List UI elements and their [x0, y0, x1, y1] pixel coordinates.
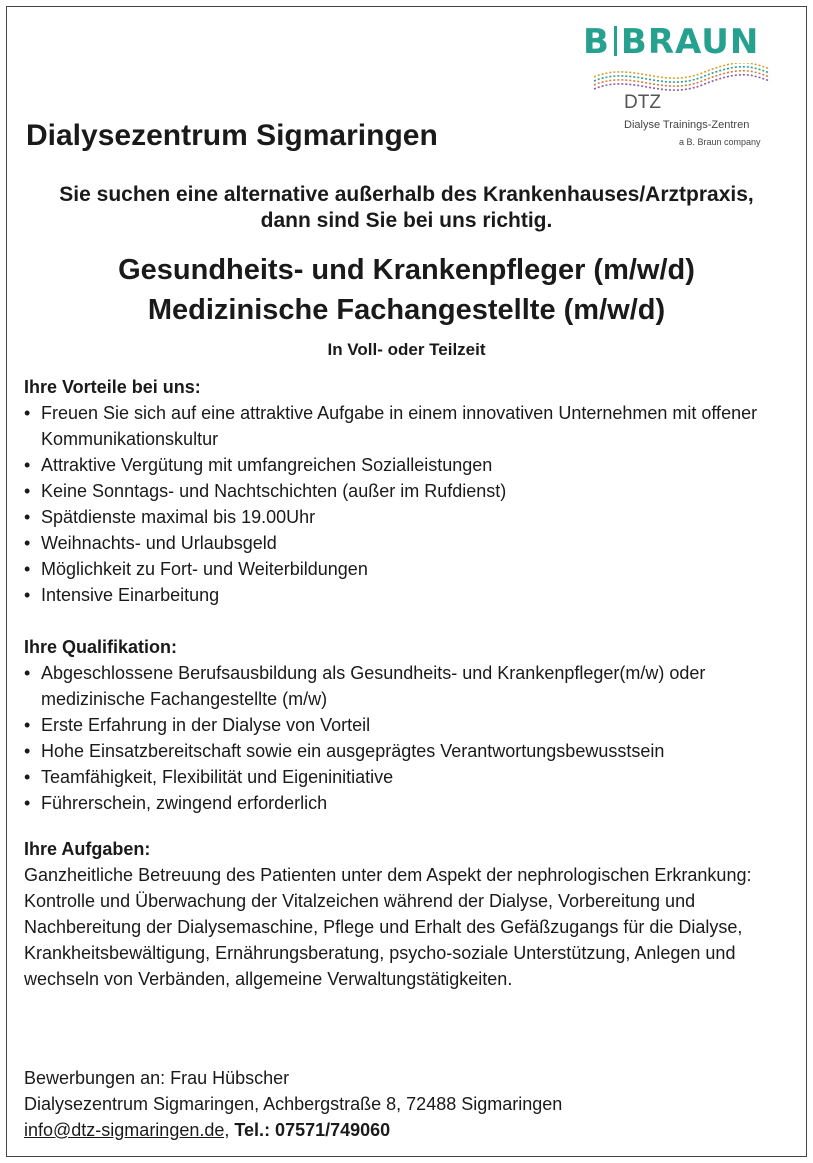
section-contact: [24, 1065, 794, 1143]
logo-dtz: DTZ: [624, 92, 661, 113]
section-qualifikation: [24, 634, 794, 816]
worktime: In Voll- oder Teilzeit: [327, 340, 486, 359]
aufgaben-paragraph-1: Ganzheitliche Betreuung des Patienten unter dem Aspekt der nephrologischen Erkrankung:: [24, 865, 752, 885]
list-item: • Freuen Sie sich auf eine attraktive Aufgabe in einem innovativen Unternehmen mit offener Kommunikationskultur: [24, 400, 794, 452]
logo-wave-icon: [592, 63, 772, 97]
intro-line-2: dann sind Sie bei uns richtig.: [260, 209, 553, 232]
contact-line: [24, 1117, 794, 1143]
list-item: • Erste Erfahrung in der Dialyse von Vorteil: [24, 712, 794, 738]
section-vorteile: [24, 374, 794, 608]
email-link[interactable]: info@dtz-sigmaringen.de,: [24, 1120, 230, 1140]
logo-subtitle: Dialyse Trainings-Zentren: [624, 119, 750, 131]
contact-address: Dialysezentrum Sigmaringen, Achbergstraße 8, 72488 Sigmaringen: [24, 1094, 563, 1114]
logo-company: a B. Braun company: [679, 137, 761, 147]
list-item: • Führerschein, zwingend erforderlich: [24, 790, 794, 816]
job-title-2: Medizinische Fachangestellte (m/w/d): [147, 294, 666, 326]
list-item: • Spätdienste maximal bis 19.00Uhr: [24, 504, 794, 530]
list-item: • Intensive Einarbeitung: [24, 582, 794, 608]
braun-logo: [583, 24, 773, 60]
list-item: • Attraktive Vergütung mit umfangreichen Sozialleistungen: [24, 452, 794, 478]
intro-text: [20, 182, 793, 234]
section-heading: Ihre Vorteile bei uns:: [24, 377, 201, 397]
contact-phone: Tel.: 07571/749060: [234, 1120, 391, 1140]
page-title: Dialysezentrum Sigmaringen: [26, 119, 438, 152]
logo-brand-right: BRAUN: [620, 22, 760, 62]
list-item: • Möglichkeit zu Fort- und Weiterbildungen: [24, 556, 794, 582]
qualifikation-list: [24, 660, 794, 816]
contact-person: Bewerbungen an: Frau Hübscher: [24, 1068, 290, 1088]
section-heading: Ihre Aufgaben:: [24, 839, 151, 859]
job-titles: [20, 250, 793, 330]
section-aufgaben: [24, 836, 794, 992]
logo-brand-left: B: [583, 22, 610, 62]
vorteile-list: [24, 400, 794, 608]
list-item: • Keine Sonntags- und Nachtschichten (außer im Rufdienst): [24, 478, 794, 504]
list-item: • Abgeschlossene Berufsausbildung als Gesundheits- und Krankenpfleger(m/w) oder medizinische Fachangestellte (m/w): [24, 660, 794, 712]
list-item: • Teamfähigkeit, Flexibilität und Eigeninitiative: [24, 764, 794, 790]
list-item: • Weihnachts- und Urlaubsgeld: [24, 530, 794, 556]
aufgaben-paragraph-2: Kontrolle und Überwachung der Vitalzeichen während der Dialyse, Vorbereitung und Nachbereitung der Dialysemaschine, Pflege und Erhalt des Gefäßzugangs für die Dialyse, Krankheitsbewältigung, Ernährungsberatung, psycho-soziale Unterstützung, Anlegen und wechseln von Verbänden, allgemeine Verwaltungstätigkeiten.: [24, 891, 743, 989]
job-title-1: Gesundheits- und Krankenpfleger (m/w/d): [118, 254, 695, 286]
list-item: • Hohe Einsatzbereitschaft sowie ein ausgeprägtes Verantwortungsbewusstsein: [24, 738, 794, 764]
section-heading: Ihre Qualifikation:: [24, 637, 178, 657]
logo-separator: [614, 26, 617, 56]
intro-line-1: Sie suchen eine alternative außerhalb des Krankenhauses/Arztpraxis,: [59, 183, 754, 206]
